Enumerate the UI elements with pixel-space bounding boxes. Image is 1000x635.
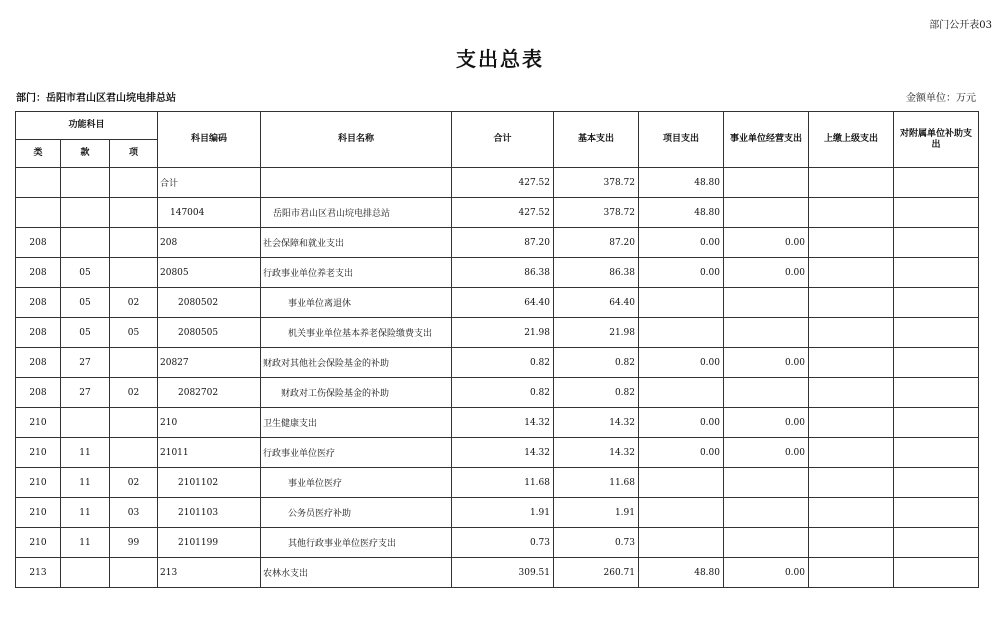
name-header: 科目名称	[261, 112, 452, 168]
business-cell	[724, 498, 809, 528]
kuan-cell: 27	[61, 348, 110, 378]
project-cell	[639, 288, 724, 318]
lei-cell: 210	[16, 528, 61, 558]
table-row	[16, 198, 979, 228]
department-label: 部门：岳阳市君山区君山垸电排总站	[16, 93, 176, 104]
name-cell: 卫生健康支出	[261, 408, 452, 438]
name-cell	[261, 168, 452, 198]
subsidy-cell	[894, 258, 979, 288]
upper-cell	[809, 408, 894, 438]
project-cell: 48.80	[639, 558, 724, 588]
lei-cell: 213	[16, 558, 61, 588]
upper-cell	[809, 438, 894, 468]
basic-cell: 378.72	[554, 168, 639, 198]
basic-cell: 86.38	[554, 258, 639, 288]
code-cell: 2080505	[158, 318, 261, 348]
code-cell: 2101103	[158, 498, 261, 528]
total-cell: 427.52	[452, 198, 554, 228]
lei-cell: 208	[16, 318, 61, 348]
subsidy-cell	[894, 228, 979, 258]
business-cell	[724, 468, 809, 498]
basic-cell: 378.72	[554, 198, 639, 228]
business-cell	[724, 318, 809, 348]
xiang-cell	[110, 348, 158, 378]
code-cell: 20827	[158, 348, 261, 378]
basic-cell: 14.32	[554, 408, 639, 438]
business-cell: 0.00	[724, 558, 809, 588]
subsidy-cell	[894, 168, 979, 198]
business-cell	[724, 198, 809, 228]
basic-cell: 0.73	[554, 528, 639, 558]
table-row	[16, 528, 979, 558]
lei-header: 类	[16, 140, 61, 168]
total-cell: 14.32	[452, 438, 554, 468]
table-row	[16, 168, 979, 198]
basic-cell: 0.82	[554, 378, 639, 408]
code-cell: 208	[158, 228, 261, 258]
subsidy-header: 对附属单位补助支出	[894, 112, 979, 168]
business-cell: 0.00	[724, 258, 809, 288]
project-cell: 0.00	[639, 408, 724, 438]
kuan-cell	[61, 168, 110, 198]
name-cell: 其他行政事业单位医疗支出	[261, 528, 452, 558]
xiang-cell	[110, 198, 158, 228]
lei-cell: 210	[16, 438, 61, 468]
project-cell: 0.00	[639, 348, 724, 378]
code-cell: 2080502	[158, 288, 261, 318]
code-cell: 213	[158, 558, 261, 588]
amount-unit-label: 金额单位：万元	[906, 93, 976, 104]
total-cell: 14.32	[452, 408, 554, 438]
name-cell: 岳阳市君山区君山垸电排总站	[261, 198, 452, 228]
upper-cell	[809, 378, 894, 408]
total-cell: 427.52	[452, 168, 554, 198]
name-cell: 行政事业单位养老支出	[261, 258, 452, 288]
project-cell	[639, 318, 724, 348]
basic-cell: 11.68	[554, 468, 639, 498]
table-row	[16, 288, 979, 318]
project-header: 项目支出	[639, 112, 724, 168]
lei-cell: 208	[16, 228, 61, 258]
upper-cell	[809, 528, 894, 558]
code-cell: 合计	[158, 168, 261, 198]
project-cell: 48.80	[639, 198, 724, 228]
subsidy-cell	[894, 378, 979, 408]
subsidy-cell	[894, 348, 979, 378]
xiang-cell	[110, 408, 158, 438]
total-cell: 0.82	[452, 378, 554, 408]
kuan-cell	[61, 198, 110, 228]
subsidy-cell	[894, 528, 979, 558]
lei-cell: 208	[16, 378, 61, 408]
total-cell: 11.68	[452, 468, 554, 498]
business-cell: 0.00	[724, 228, 809, 258]
code-cell: 21011	[158, 438, 261, 468]
upper-cell	[809, 318, 894, 348]
kuan-cell	[61, 228, 110, 258]
basic-cell: 1.91	[554, 498, 639, 528]
basic-cell: 260.71	[554, 558, 639, 588]
lei-cell: 210	[16, 498, 61, 528]
name-cell: 公务员医疗补助	[261, 498, 452, 528]
upper-cell	[809, 228, 894, 258]
basic-cell: 14.32	[554, 438, 639, 468]
table-row	[16, 558, 979, 588]
lei-cell	[16, 198, 61, 228]
basic-cell: 64.40	[554, 288, 639, 318]
upper-cell	[809, 288, 894, 318]
upper-cell	[809, 258, 894, 288]
name-cell: 财政对工伤保险基金的补助	[261, 378, 452, 408]
kuan-header: 款	[61, 140, 110, 168]
form-number: 部门公开表03	[929, 20, 992, 31]
upper-cell	[809, 168, 894, 198]
lei-cell: 210	[16, 468, 61, 498]
business-cell	[724, 378, 809, 408]
subsidy-cell	[894, 438, 979, 468]
basic-header: 基本支出	[554, 112, 639, 168]
code-cell: 2101102	[158, 468, 261, 498]
total-cell: 21.98	[452, 318, 554, 348]
lei-cell: 210	[16, 408, 61, 438]
total-cell: 1.91	[452, 498, 554, 528]
xiang-cell: 02	[110, 468, 158, 498]
lei-cell	[16, 168, 61, 198]
xiang-cell: 99	[110, 528, 158, 558]
table-row	[16, 408, 979, 438]
total-cell: 0.82	[452, 348, 554, 378]
code-header: 科目编码	[158, 112, 261, 168]
business-cell	[724, 168, 809, 198]
upper-cell	[809, 198, 894, 228]
basic-cell: 21.98	[554, 318, 639, 348]
page-title: 支出总表	[456, 47, 544, 71]
table-row	[16, 348, 979, 378]
project-cell	[639, 378, 724, 408]
upper-cell	[809, 558, 894, 588]
business-cell: 0.00	[724, 408, 809, 438]
xiang-cell: 03	[110, 498, 158, 528]
kuan-cell	[61, 408, 110, 438]
kuan-cell: 27	[61, 378, 110, 408]
name-cell: 行政事业单位医疗	[261, 438, 452, 468]
table-row	[16, 498, 979, 528]
name-cell: 机关事业单位基本养老保险缴费支出	[261, 318, 452, 348]
name-cell: 财政对其他社会保险基金的补助	[261, 348, 452, 378]
basic-cell: 87.20	[554, 228, 639, 258]
total-cell: 64.40	[452, 288, 554, 318]
business-cell	[724, 528, 809, 558]
project-cell: 48.80	[639, 168, 724, 198]
xiang-cell: 02	[110, 288, 158, 318]
subsidy-cell	[894, 558, 979, 588]
table-row	[16, 228, 979, 258]
project-cell	[639, 528, 724, 558]
xiang-cell: 02	[110, 378, 158, 408]
code-cell: 2082702	[158, 378, 261, 408]
table-row	[16, 438, 979, 468]
code-cell: 2101199	[158, 528, 261, 558]
lei-cell: 208	[16, 258, 61, 288]
kuan-cell: 11	[61, 528, 110, 558]
kuan-cell: 05	[61, 288, 110, 318]
kuan-cell: 05	[61, 318, 110, 348]
xiang-header: 项	[110, 140, 158, 168]
table-row	[16, 318, 979, 348]
xiang-cell	[110, 228, 158, 258]
upper-cell	[809, 348, 894, 378]
name-cell: 事业单位离退休	[261, 288, 452, 318]
name-cell: 社会保障和就业支出	[261, 228, 452, 258]
xiang-cell	[110, 438, 158, 468]
table-row	[16, 468, 979, 498]
subsidy-cell	[894, 408, 979, 438]
xiang-cell	[110, 258, 158, 288]
name-cell: 农林水支出	[261, 558, 452, 588]
upper-header: 上缴上级支出	[809, 112, 894, 168]
business-cell	[724, 288, 809, 318]
subsidy-cell	[894, 498, 979, 528]
business-cell: 0.00	[724, 438, 809, 468]
subsidy-cell	[894, 198, 979, 228]
project-cell: 0.00	[639, 258, 724, 288]
kuan-cell	[61, 558, 110, 588]
total-cell: 0.73	[452, 528, 554, 558]
total-header: 合计	[452, 112, 554, 168]
kuan-cell: 11	[61, 468, 110, 498]
xiang-cell	[110, 168, 158, 198]
kuan-cell: 11	[61, 498, 110, 528]
subsidy-cell	[894, 288, 979, 318]
xiang-cell: 05	[110, 318, 158, 348]
expenditure-table	[15, 111, 979, 588]
code-cell: 210	[158, 408, 261, 438]
project-cell	[639, 468, 724, 498]
subsidy-cell	[894, 468, 979, 498]
upper-cell	[809, 468, 894, 498]
basic-cell: 0.82	[554, 348, 639, 378]
business-cell: 0.00	[724, 348, 809, 378]
upper-cell	[809, 498, 894, 528]
table-row	[16, 258, 979, 288]
name-cell: 事业单位医疗	[261, 468, 452, 498]
subsidy-cell	[894, 318, 979, 348]
code-cell: 147004	[158, 198, 261, 228]
project-cell: 0.00	[639, 438, 724, 468]
kuan-cell: 05	[61, 258, 110, 288]
lei-cell: 208	[16, 288, 61, 318]
table-row	[16, 378, 979, 408]
xiang-cell	[110, 558, 158, 588]
total-cell: 87.20	[452, 228, 554, 258]
total-cell: 86.38	[452, 258, 554, 288]
project-cell: 0.00	[639, 228, 724, 258]
project-cell	[639, 498, 724, 528]
lei-cell: 208	[16, 348, 61, 378]
business-header: 事业单位经营支出	[724, 112, 809, 168]
total-cell: 309.51	[452, 558, 554, 588]
func-subject-header: 功能科目	[16, 112, 158, 140]
code-cell: 20805	[158, 258, 261, 288]
kuan-cell: 11	[61, 438, 110, 468]
